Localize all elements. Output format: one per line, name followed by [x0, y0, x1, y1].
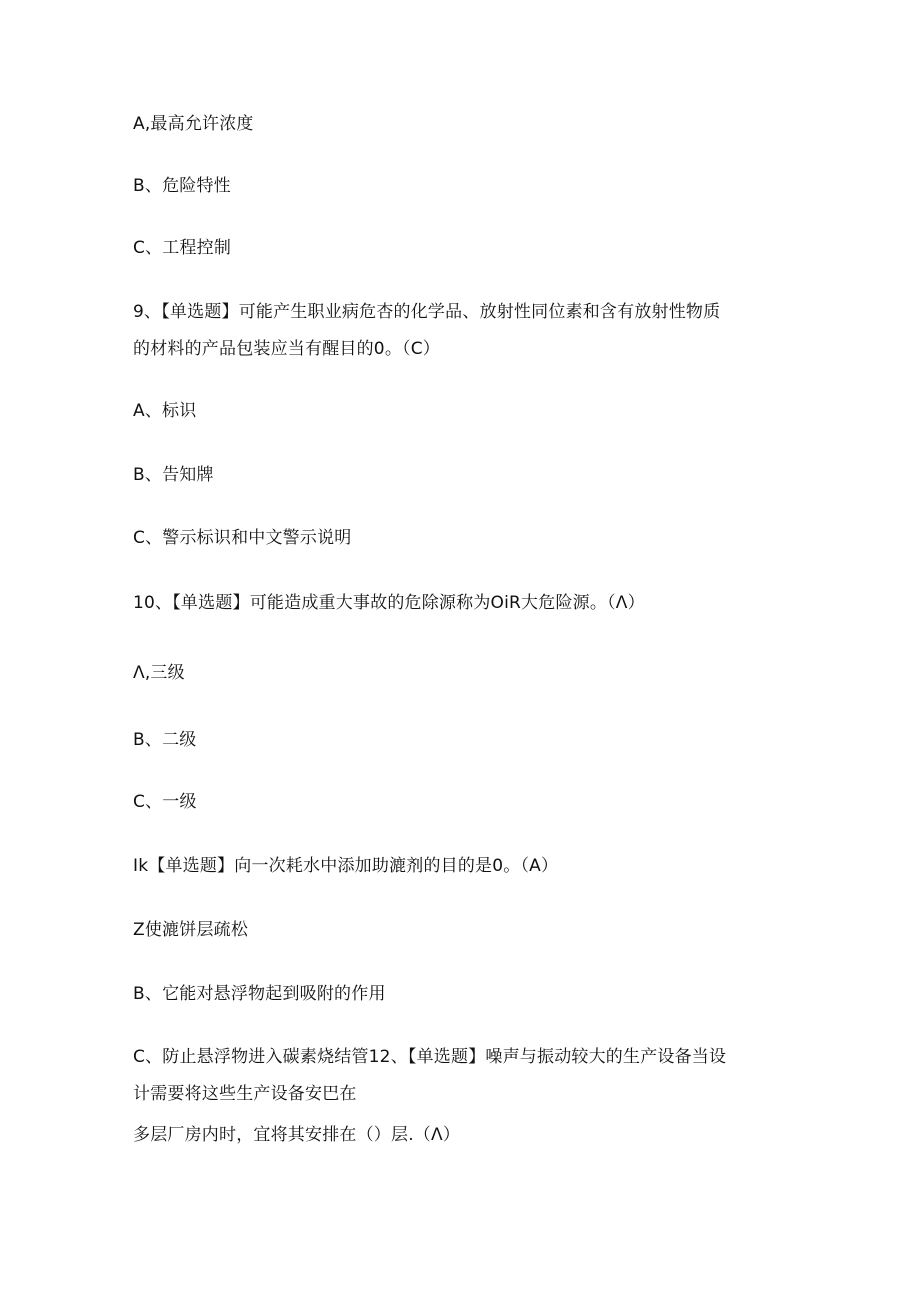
q10-question: 10、【单选题】可能造成重大事故的危除源称为OiR大危险源。（Λ） [133, 593, 645, 613]
q11-option-a: Z使漉饼层疏松 [133, 920, 249, 940]
q8-option-c: C、工程控制 [133, 238, 232, 258]
q9-option-a: A、标识 [133, 401, 197, 421]
q9-option-b: B、告知牌 [133, 465, 214, 485]
q10-option-c: C、一级 [133, 792, 197, 812]
q10-option-a: Λ,三级 [133, 663, 185, 683]
q11-option-c-and-q12-line-1: C、防止悬浮物进入碳素烧结管12、【单选题】噪声与振动较大的生产设备当设 [133, 1047, 727, 1067]
q11-question: Ik【单选题】向一次耗水中添加助漉剂的目的是0。（A） [133, 856, 559, 876]
q12-question-line-2: 计需要将这些生产设备安巴在 [133, 1084, 357, 1104]
q9-question-line-1: 9、【单选题】可能产生职业病危杏的化学品、放射性同位素和含有放射性物质 [133, 302, 721, 322]
q11-option-b: B、它能对悬浮物起到吸附的作用 [133, 984, 386, 1004]
q8-option-a: A,最高允许浓度 [133, 114, 254, 134]
q9-question-line-2: 的材料的产品包装应当有醒目的0。（C） [133, 339, 440, 359]
q9-option-c: C、警示标识和中文警示说明 [133, 528, 352, 548]
q12-question-line-3: 多层厂房内时，宜将其安排在（）层.（Λ） [133, 1125, 461, 1145]
q8-option-b: B、危险特性 [133, 176, 231, 196]
q10-option-b: B、二级 [133, 730, 197, 750]
